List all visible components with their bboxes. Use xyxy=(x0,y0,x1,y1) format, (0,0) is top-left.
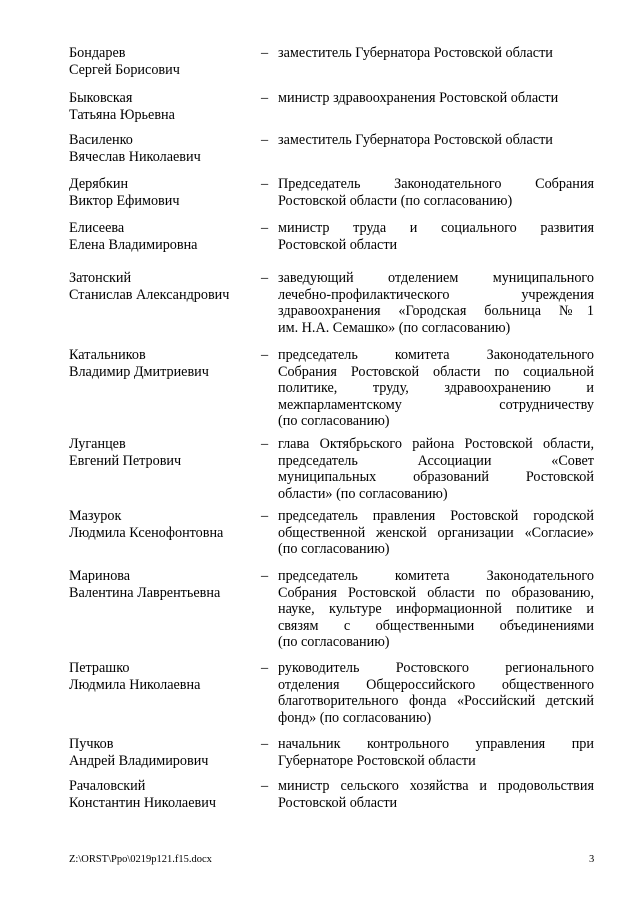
separator-dash: – xyxy=(261,132,269,148)
member-name xyxy=(69,220,254,253)
separator-dash: – xyxy=(261,176,269,192)
separator-dash: – xyxy=(261,736,269,752)
member-position xyxy=(278,45,594,62)
member-surname: Елисеева xyxy=(69,220,125,236)
member-given-names: Сергей Борисович xyxy=(69,61,180,78)
member-position xyxy=(278,220,594,253)
position-line: начальник контрольного управления при xyxy=(278,736,594,752)
member-surname: Быковская xyxy=(69,90,133,106)
member-position xyxy=(278,176,594,209)
position-line: связям с общественными объединениями xyxy=(278,617,594,634)
position-line: Собрания Ростовской области по социальной xyxy=(278,363,594,380)
member-given-names: Андрей Владимирович xyxy=(69,752,209,769)
position-line: председатель комитета Законодательного xyxy=(278,568,594,584)
member-given-names: Виктор Ефимович xyxy=(69,192,180,209)
member-name xyxy=(69,176,254,209)
position-line: области» (по согласованию) xyxy=(278,485,448,502)
member-position xyxy=(278,736,594,769)
position-line: Председатель Законодательного Собрания xyxy=(278,176,594,192)
member-surname: Катальников xyxy=(69,347,146,363)
member-surname: Дерябкин xyxy=(69,176,129,192)
member-surname: Луганцев xyxy=(69,436,126,452)
member-position xyxy=(278,660,594,726)
member-surname: Пучков xyxy=(69,736,114,752)
position-line: науке, культуре информационной политике и xyxy=(278,601,594,617)
position-line: заместитель Губернатора Ростовской области xyxy=(278,45,553,61)
member-name xyxy=(69,90,254,123)
member-name xyxy=(69,132,254,165)
position-line: межпарламентскому сотрудничеству xyxy=(278,396,594,413)
separator-dash: – xyxy=(261,568,269,584)
position-line: фонд» (по согласованию) xyxy=(278,709,432,726)
separator-dash: – xyxy=(261,436,269,452)
member-name xyxy=(69,736,254,769)
member-given-names: Валентина Лаврентьевна xyxy=(69,584,221,601)
member-name xyxy=(69,436,254,469)
separator-dash: – xyxy=(261,220,269,236)
separator-dash: – xyxy=(261,45,269,61)
position-line: заместитель Губернатора Ростовской области xyxy=(278,132,553,148)
position-line: лечебно-профилактического учреждения xyxy=(278,286,594,303)
member-given-names: Елена Владимировна xyxy=(69,236,198,253)
member-name xyxy=(69,270,254,303)
position-line: Ростовской области xyxy=(278,794,398,811)
position-line: общественной женской организации «Согласие» xyxy=(278,524,594,541)
member-given-names: Вячеслав Николаевич xyxy=(69,148,201,165)
position-line: здравоохранения «Городская больница №1 xyxy=(278,303,594,319)
separator-dash: – xyxy=(261,347,269,363)
member-position xyxy=(278,568,594,651)
member-position xyxy=(278,347,594,430)
member-given-names: Владимир Дмитриевич xyxy=(69,363,209,380)
position-line: председатель Ассоциации «Совет xyxy=(278,452,594,469)
position-line: (по согласованию) xyxy=(278,541,390,557)
position-line: Ростовской области xyxy=(278,236,398,253)
position-line: заведующий отделением муниципального xyxy=(278,270,594,286)
footer-file-path: Z:\ORST\Ppo\0219p121.f15.docx xyxy=(69,854,212,865)
position-line: политике, труду, здравоохранению и xyxy=(278,380,594,396)
member-surname: Василенко xyxy=(69,132,133,148)
position-line: министр труда и социального развития xyxy=(278,220,594,236)
member-surname: Мазурок xyxy=(69,508,122,524)
member-position xyxy=(278,270,594,336)
member-position xyxy=(278,90,594,107)
member-given-names: Станислав Александрович xyxy=(69,286,230,303)
member-name xyxy=(69,45,254,78)
position-line: благотворительного фонда «Российский детский xyxy=(278,693,594,709)
position-line: председатель правления Ростовской городской xyxy=(278,508,594,524)
member-surname: Петрашко xyxy=(69,660,130,676)
member-position xyxy=(278,778,594,811)
member-name xyxy=(69,568,254,601)
position-line: (по согласованию) xyxy=(278,413,390,429)
member-surname: Бондарев xyxy=(69,45,126,61)
member-given-names: Татьяна Юрьевна xyxy=(69,106,175,123)
member-given-names: Константин Николаевич xyxy=(69,794,216,811)
member-position xyxy=(278,508,594,558)
position-line: Губернаторе Ростовской области xyxy=(278,752,476,769)
member-surname: Рачаловский xyxy=(69,778,146,794)
position-line: муниципальных образований Ростовской xyxy=(278,469,594,485)
separator-dash: – xyxy=(261,508,269,524)
position-line: отделения Общероссийского общественного xyxy=(278,676,594,693)
position-line: глава Октябрьского района Ростовской области, xyxy=(278,436,594,452)
position-line: (по согласованию) xyxy=(278,634,390,650)
separator-dash: – xyxy=(261,270,269,286)
position-line: министр сельского хозяйства и продовольствия xyxy=(278,778,594,794)
separator-dash: – xyxy=(261,778,269,794)
position-line: председатель комитета Законодательного xyxy=(278,347,594,363)
member-name xyxy=(69,508,254,541)
member-surname: Маринова xyxy=(69,568,131,584)
position-line: им. Н.А. Семашко» (по согласованию) xyxy=(278,319,511,336)
member-given-names: Людмила Ксенофонтовна xyxy=(69,524,224,541)
member-position xyxy=(278,132,594,149)
separator-dash: – xyxy=(261,90,269,106)
member-name xyxy=(69,347,254,380)
member-given-names: Людмила Николаевна xyxy=(69,676,201,693)
member-name xyxy=(69,660,254,693)
position-line: руководитель Ростовского регионального xyxy=(278,660,594,676)
member-given-names: Евгений Петрович xyxy=(69,452,182,469)
position-line: Ростовской области (по согласованию) xyxy=(278,192,513,209)
member-name xyxy=(69,778,254,811)
member-position xyxy=(278,436,594,502)
position-line: Собрания Ростовской области по образованию, xyxy=(278,584,594,601)
member-surname: Затонский xyxy=(69,270,132,286)
page-number: 3 xyxy=(589,854,595,865)
position-line: министр здравоохранения Ростовской области xyxy=(278,90,559,106)
separator-dash: – xyxy=(261,660,269,676)
